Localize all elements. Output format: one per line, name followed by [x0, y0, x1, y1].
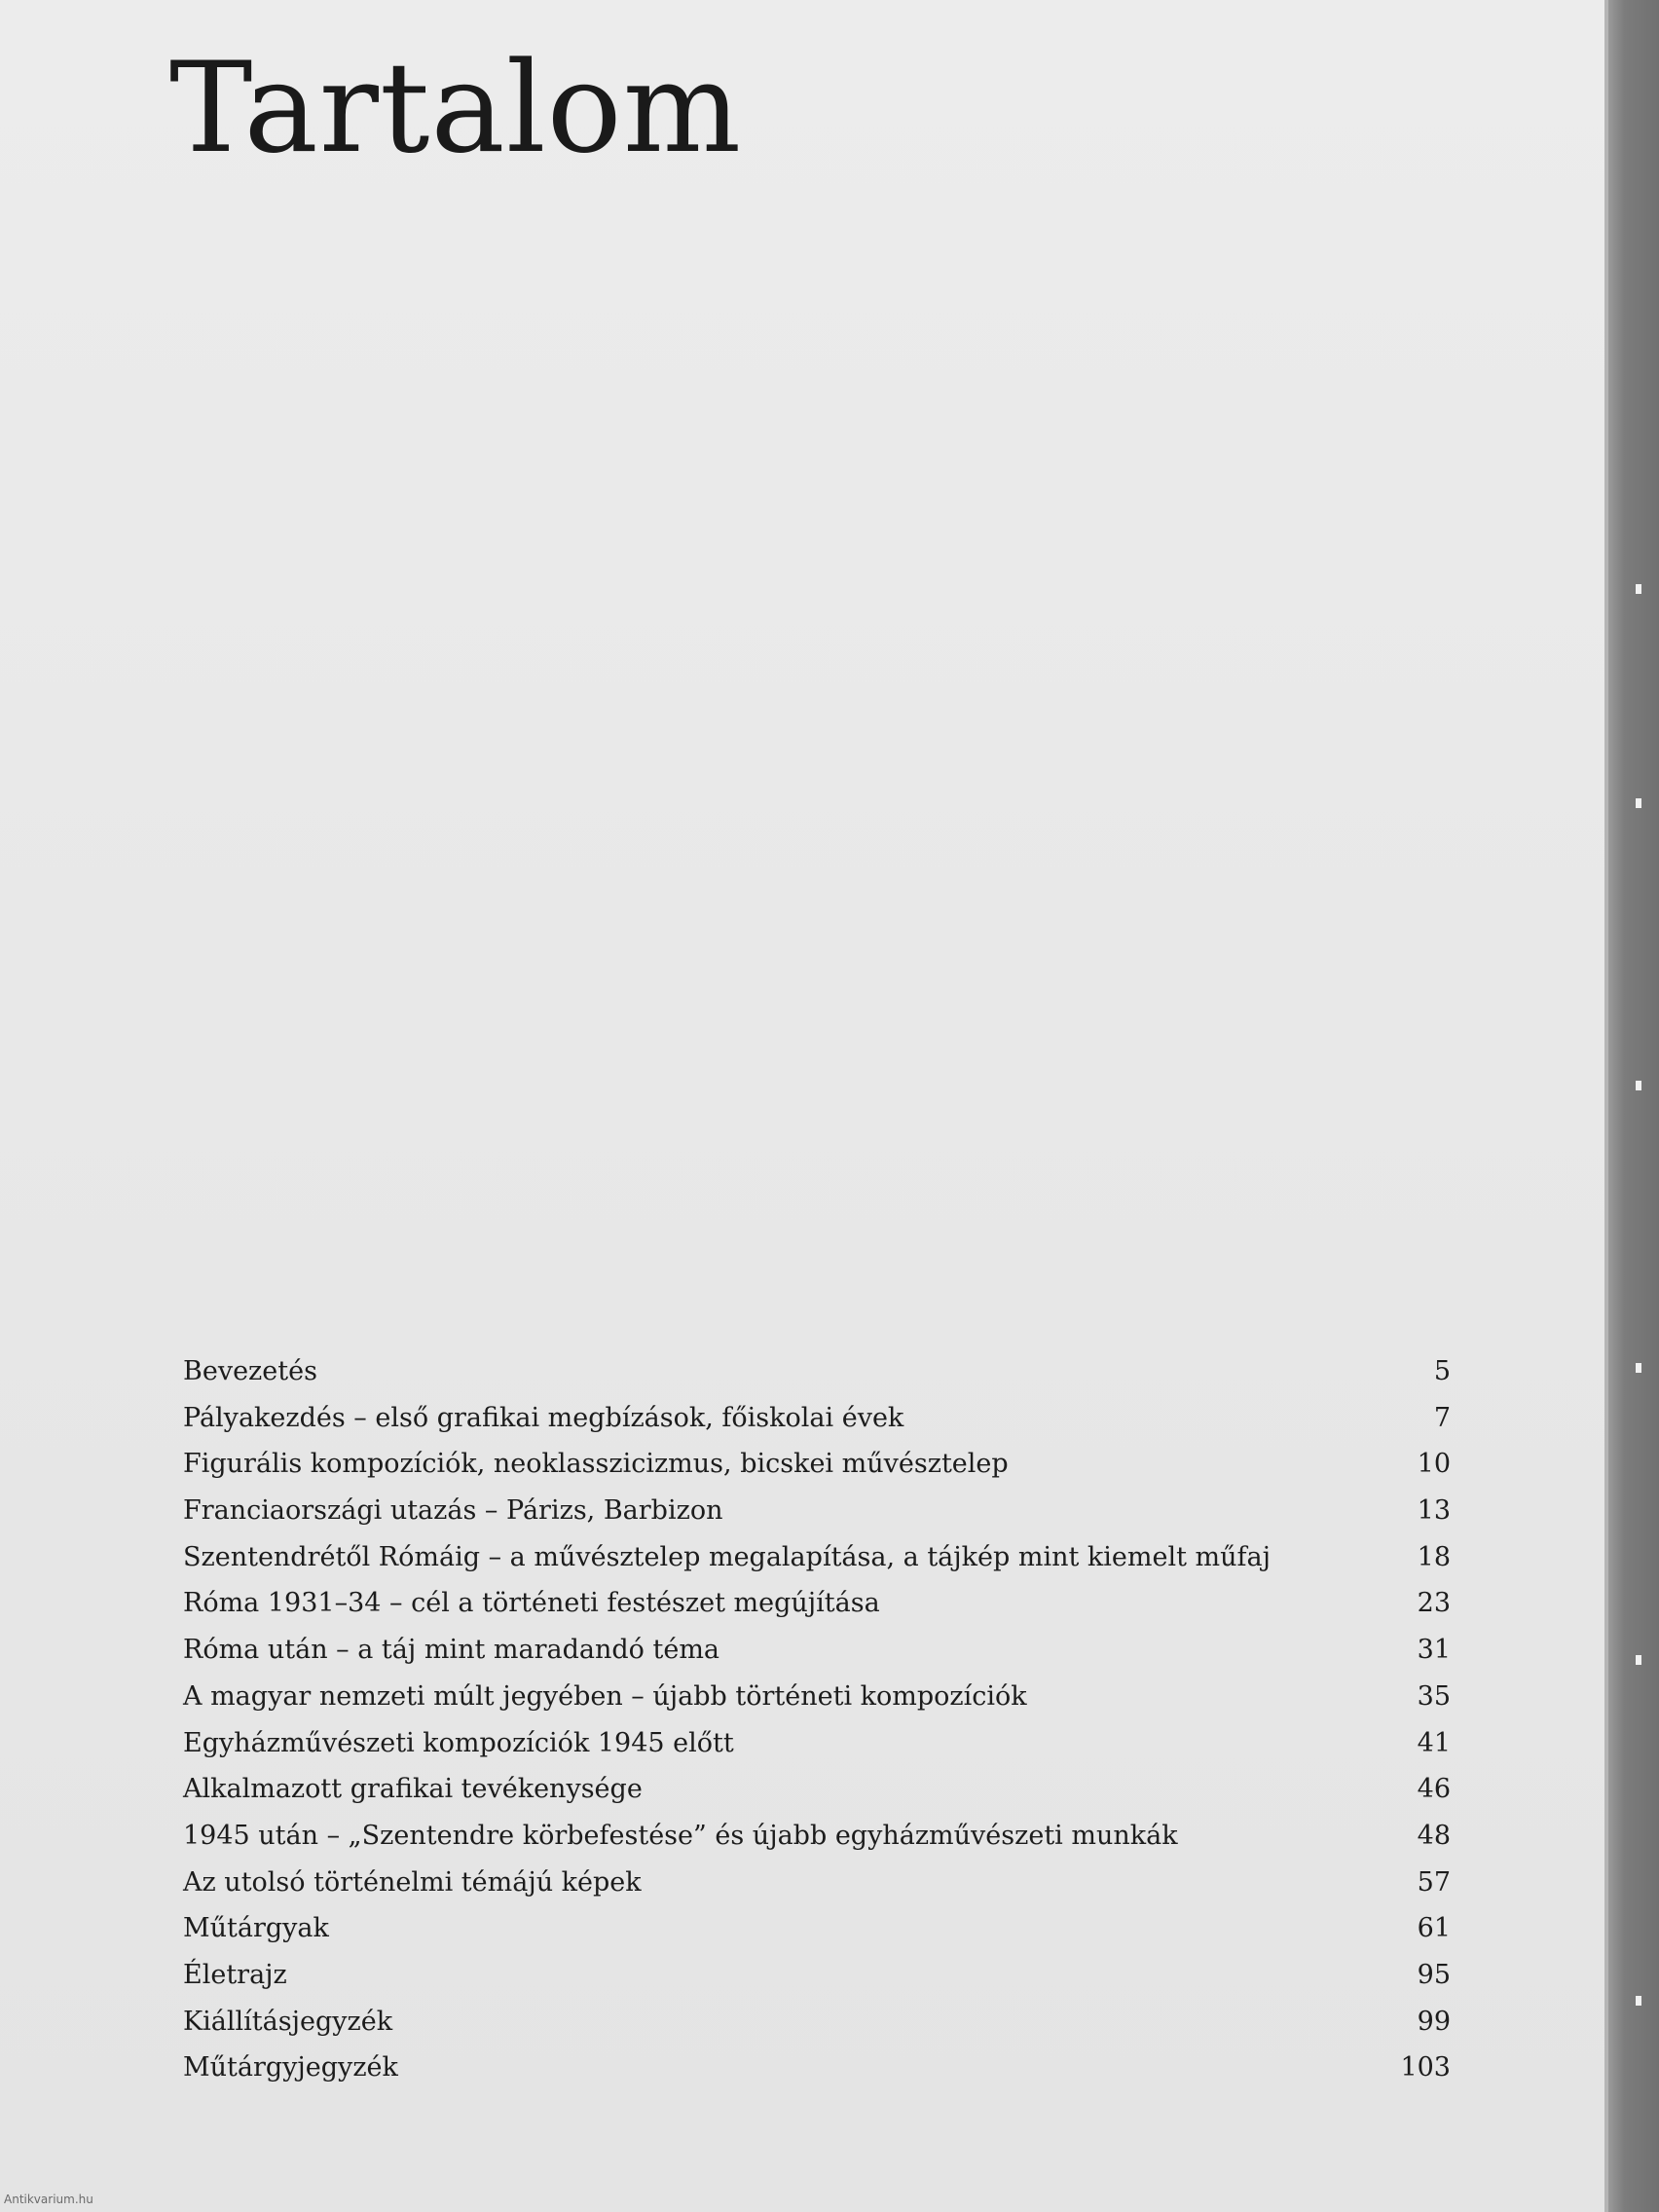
toc-entry-page: 95	[1417, 1959, 1451, 1990]
toc-entry	[183, 1356, 1451, 1403]
toc-entry-title: Bevezetés	[183, 1356, 317, 1386]
spine-mark	[1636, 1655, 1641, 1665]
toc-entry-page: 5	[1433, 1356, 1451, 1386]
spine-mark	[1636, 1996, 1641, 2006]
page-edge	[1604, 0, 1659, 2212]
toc-entry-title: Kiállításjegyzék	[183, 2006, 393, 2037]
toc-entry-page: 10	[1417, 1449, 1451, 1480]
toc-entry	[183, 1542, 1451, 1589]
toc-entry	[183, 1960, 1451, 2007]
toc-entry-page: 13	[1417, 1495, 1451, 1527]
toc-entry-title: Műtárgyak	[183, 1913, 329, 1944]
toc-entry	[183, 1635, 1451, 1681]
toc-entry	[183, 1588, 1451, 1635]
toc-entry-page: 31	[1417, 1635, 1451, 1666]
toc-entry-title: Műtárgyjegyzék	[183, 2052, 398, 2083]
toc-entry-title: Róma után – a táj mint maradandó téma	[183, 1635, 720, 1666]
spine-mark	[1636, 1363, 1641, 1373]
spine-mark	[1636, 1081, 1641, 1090]
toc-entry-page: 57	[1417, 1866, 1451, 1898]
toc-entry-title: A magyar nemzeti múlt jegyében – újabb történeti kompozíciók	[183, 1680, 1027, 1712]
toc-entry-page: 46	[1417, 1774, 1451, 1805]
toc-entry-title: Alkalmazott grafikai tevékenysége	[183, 1774, 643, 1805]
toc-entry	[183, 2007, 1451, 2053]
toc-entry	[183, 2052, 1451, 2099]
table-of-contents	[183, 1356, 1451, 2099]
toc-entry	[183, 1867, 1451, 1914]
toc-entry-page: 103	[1400, 2052, 1451, 2083]
toc-entry-title: Az utolsó történelmi témájú képek	[183, 1866, 642, 1898]
toc-entry	[183, 1495, 1451, 1542]
toc-entry-page: 41	[1417, 1727, 1451, 1758]
toc-entry-title: Franciaországi utazás – Párizs, Barbizon	[183, 1495, 723, 1527]
toc-entry-title: Szentendrétől Rómáig – a művésztelep megalapítása, a tájkép mint kiemelt műfaj	[183, 1541, 1271, 1572]
page-title: Tartalom	[169, 36, 743, 181]
toc-entry	[183, 1821, 1451, 1867]
toc-entry-page: 61	[1417, 1913, 1451, 1944]
toc-entry	[183, 1774, 1451, 1821]
toc-entry	[183, 1449, 1451, 1495]
spine-mark	[1636, 798, 1641, 808]
spine-mark	[1636, 584, 1641, 594]
toc-entry-page: 7	[1433, 1402, 1451, 1433]
toc-entry-page: 99	[1417, 2006, 1451, 2037]
watermark: Antikvarium.hu	[4, 2193, 93, 2206]
toc-entry-page: 48	[1417, 1820, 1451, 1851]
toc-entry-title: Figurális kompozíciók, neoklasszicizmus, bicskei művésztelep	[183, 1449, 1009, 1480]
toc-entry-page: 35	[1417, 1680, 1451, 1712]
toc-entry-title: Róma 1931–34 – cél a történeti festészet megújítása	[183, 1588, 880, 1619]
toc-entry-title: Pályakezdés – első grafikai megbízások, főiskolai évek	[183, 1402, 904, 1433]
toc-entry	[183, 1681, 1451, 1728]
toc-entry	[183, 1403, 1451, 1450]
toc-entry-page: 23	[1417, 1588, 1451, 1619]
toc-entry	[183, 1728, 1451, 1775]
toc-entry-page: 18	[1417, 1541, 1451, 1572]
toc-entry	[183, 1913, 1451, 1960]
toc-entry-title: 1945 után – „Szentendre körbefestése” és újabb egyházművészeti munkák	[183, 1820, 1178, 1851]
toc-entry-title: Életrajz	[183, 1959, 287, 1990]
toc-entry-title: Egyházművészeti kompozíciók 1945 előtt	[183, 1727, 734, 1758]
